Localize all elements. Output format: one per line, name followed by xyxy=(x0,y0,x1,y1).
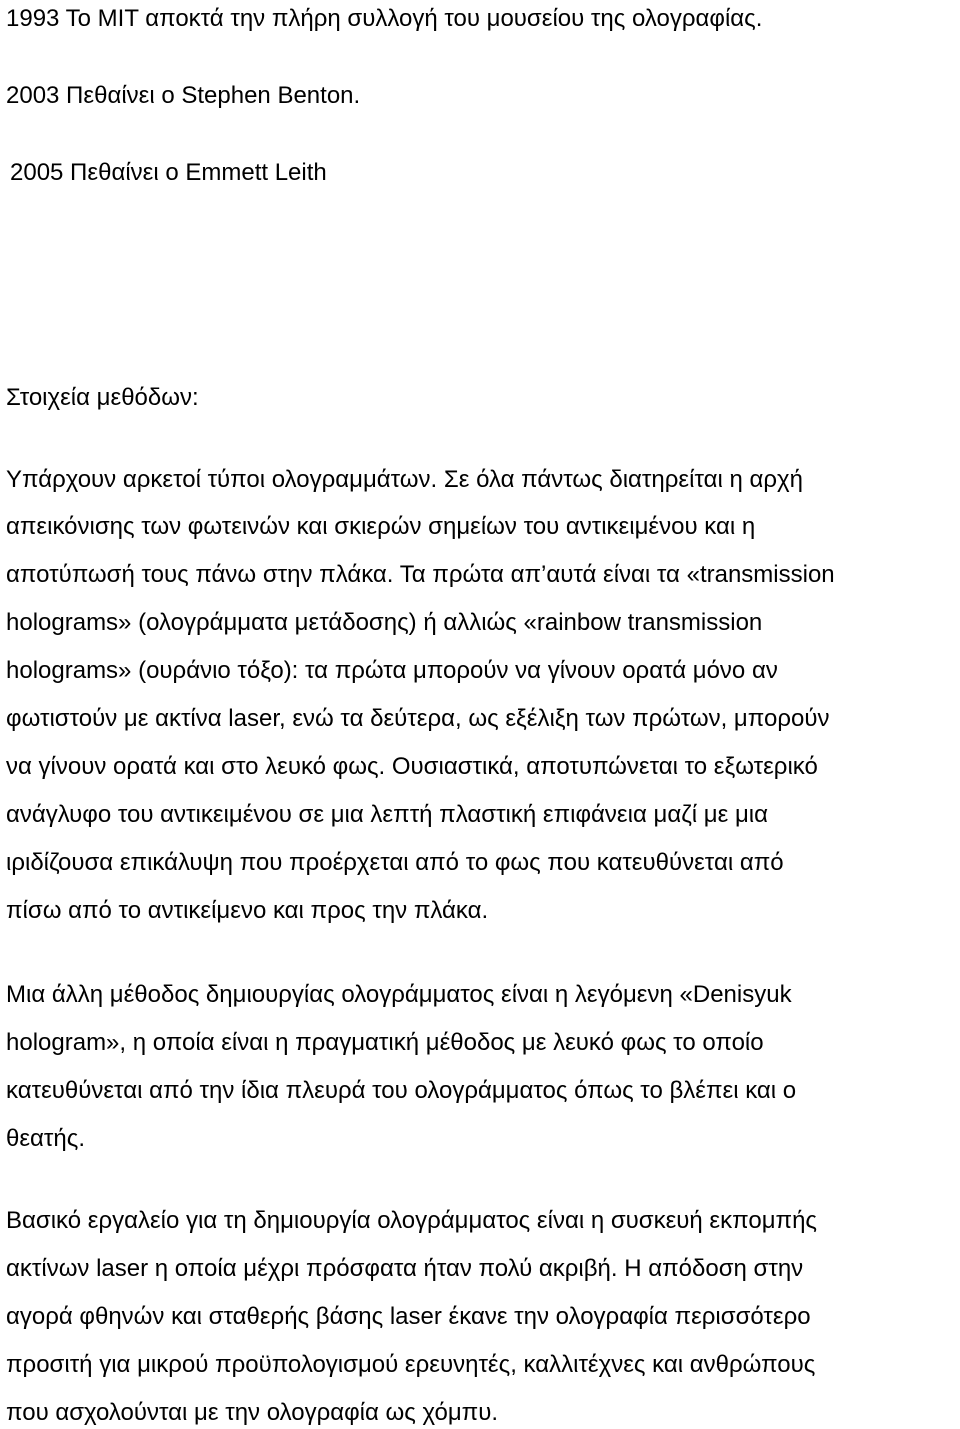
section-heading: Στοιχεία μεθόδων: xyxy=(6,384,199,411)
paragraph-line: Βασικό εργαλείο για τη δημιουργία ολογράμματος είναι η συσκευή εκπομπής xyxy=(6,1207,817,1234)
paragraph-line: φωτιστούν με ακτίνα laser, ενώ τα δεύτερα, ως εξέλιξη των πρώτων, μπορούν xyxy=(6,705,830,732)
paragraph-line: που ασχολούνται με την ολογραφία ως χόμπυ. xyxy=(6,1399,498,1426)
paragraph-line: αγορά φθηνών και σταθερής βάσης laser έκανε την ολογραφία περισσότερο xyxy=(6,1303,811,1330)
paragraph-line: ιριδίζουσα επικάλυψη που προέρχεται από το φως που κατευθύνεται από xyxy=(6,849,784,876)
paragraph-line: Μια άλλη μέθοδος δημιουργίας ολογράμματος είναι η λεγόμενη «Denisyuk xyxy=(6,981,792,1008)
paragraph-line: Υπάρχουν αρκετοί τύποι ολογραμμάτων. Σε όλα πάντως διατηρείται η αρχή xyxy=(6,466,803,493)
paragraph-line: κατευθύνεται από την ίδια πλευρά του ολογράμματος όπως το βλέπει και ο xyxy=(6,1077,797,1104)
paragraph-line: ανάγλυφο του αντικειμένου σε μια λεπτή πλαστική επιφάνεια μαζί με μια xyxy=(6,801,769,828)
paragraph-line: αποτύπωσή τους πάνω στην πλάκα. Τα πρώτα απ’αυτά είναι τα «transmission xyxy=(6,561,835,588)
paragraph-line: holograms» (ολογράμματα μετάδοσης) ή αλλιώς «rainbow transmission xyxy=(6,609,763,636)
paragraph-line: προσιτή για μικρού προϋπολογισμού ερευνητές, καλλιτέχνες και ανθρώπους xyxy=(6,1351,816,1378)
timeline-entry-2003: 2003 Πεθαίνει ο Stephen Benton. xyxy=(6,82,361,109)
paragraph-line: holograms» (ουράνιο τόξο): τα πρώτα μπορούν να γίνουν ορατά μόνο αν xyxy=(6,657,778,684)
paragraph-line: απεικόνισης των φωτεινών και σκιερών σημείων του αντικειμένου και η xyxy=(6,513,756,540)
timeline-entry-1993: 1993 Το MIT αποκτά την πλήρη συλλογή του μουσείου της ολογραφίας. xyxy=(6,5,763,32)
paragraph-line: πίσω από το αντικείμενο και προς την πλάκα. xyxy=(6,897,489,924)
paragraph-line: θεατής. xyxy=(6,1125,85,1152)
paragraph-line: hologram», η οποία είναι η πραγματική μέθοδος με λευκό φως το οποίο xyxy=(6,1029,764,1056)
paragraph-line: να γίνουν ορατά και στο λευκό φως. Ουσιαστικά, αποτυπώνεται το εξωτερικό xyxy=(6,753,818,780)
paragraph-line: ακτίνων laser η οποία μέχρι πρόσφατα ήταν πολύ ακριβή. Η απόδοση στην xyxy=(6,1255,804,1282)
timeline-entry-2005: 2005 Πεθαίνει ο Emmett Leith xyxy=(10,159,327,186)
